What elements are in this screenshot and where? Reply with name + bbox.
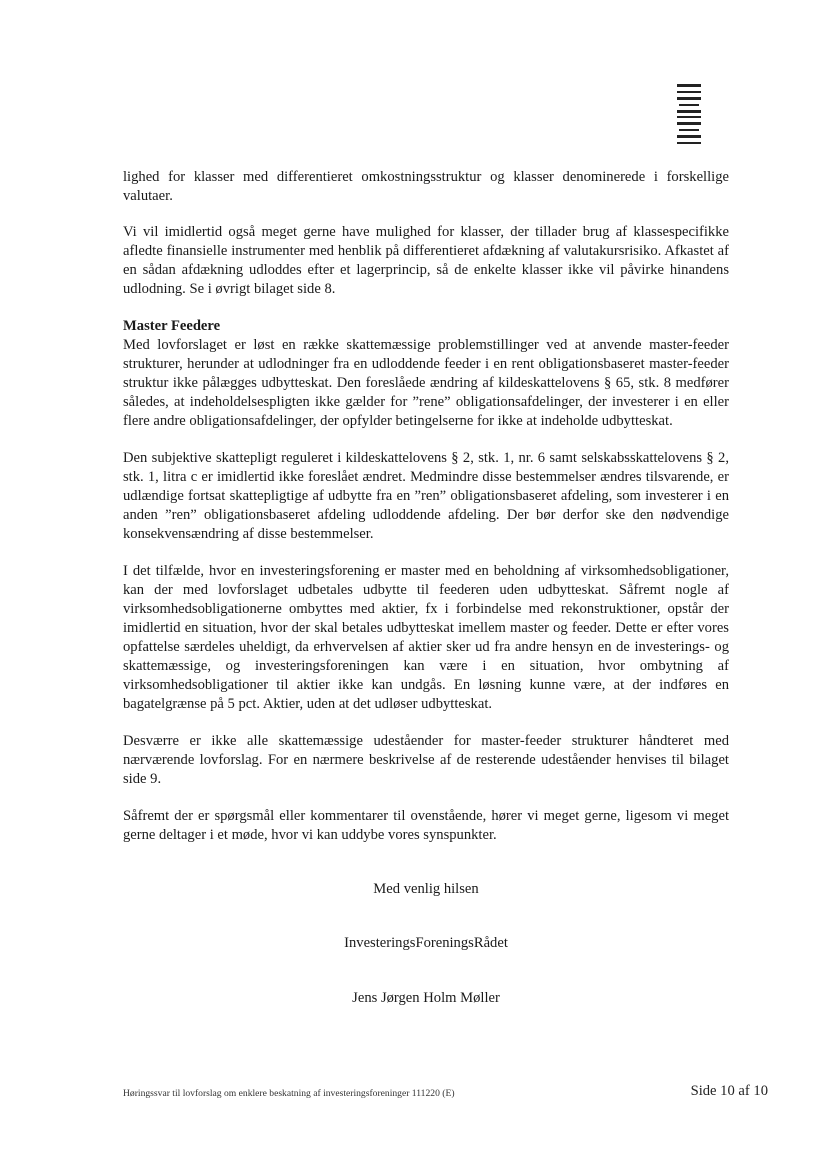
paragraph-corporate-bonds: I det tilfælde, hvor en investeringsforening er master med en beholdning af virksomhedsobligationer, kan der med lovforslaget udbetales udbytte til feederen uden udbytteskat. Såfremt nogle af virksomhedsobligationerne ombyttes med aktier, fx i forbindelse med rekonstruktioner, opstår der imidlertid en situation, hvor der skal betales udbytteskat imellem master og feeder. Dette er efter vores opfattelse særdeles uheldigt, da erhvervelsen af aktier sker ud fra andre hensyn en de investerings- og skattemæssige, og investeringsforeningen kan være i en situation, hvor ombytning af virksomhedsobligationer til aktier ikke kan undgås. En løsning kunne være, at der indføres en bagatelgrænse på 5 pct. Aktier, uden at det udløser udbytteskat. — [123, 563, 729, 712]
logo-stripe — [677, 84, 701, 87]
paragraph-subjective-tax-liability: Den subjektive skattepligt reguleret i kildeskattelovens § 2, stk. 1, nr. 6 samt selskabsskattelovens § 2, stk. 1, litra c er imidlertid ikke foreslået ændret. Medmindre disse bestemmelser ændres tilsvarende, er udlændige fortsat skattepligtige af udbytte fra en ”ren” obligationsbaseret afdeling, som investerer i en anden ”ren” obligationsbaseret afdeling udloddende afdeling. Der bør derfor ske den nødvendige konsekvensændring af disse bestemmelser. — [123, 450, 729, 542]
logo-stripe — [677, 91, 701, 93]
closing-greeting: Med venlig hilsen — [373, 881, 479, 897]
paragraph-currency-hedging: Vi vil imidlertid også meget gerne have mulighed for klasser, der tillader brug af klassespecifikke afledte finansielle instrumenter med henblik på differentieret afdækning af valutakursrisiko. Afkastet af en sådan afdækning udloddes efter et lagerprincip, så de enkelte klasser ikke vil påvirke hinandens udlodning. Se i øvrigt bilaget side 8. — [123, 224, 729, 297]
logo-stripe — [677, 135, 701, 138]
logo-stripe — [677, 122, 701, 125]
footer-page-number: Side 10 af 10 — [690, 1083, 768, 1099]
paragraph-class-structure: lighed for klasser med differentieret omkostningsstruktur og klasser denominerede i forskellige valutaer. — [123, 169, 729, 204]
letter-body — [123, 168, 729, 845]
paragraph-contact: Såfremt der er spørgsmål eller kommentarer til ovenstående, hører vi meget gerne, ligesom vi meget gerne deltager i et møde, hvor vi kan uddybe vores synspunkter. — [123, 808, 729, 843]
logo-stripe — [679, 129, 699, 131]
footer-document-title: Høringssvar til lovforslag om enklere beskatning af investeringsforeninger 111220 (E) — [123, 1088, 455, 1099]
paragraph-master-feeder-structures: Med lovforslaget er løst en række skattemæssige problemstillinger ved at anvende master-feeder strukturer, herunder at udlodninger fra en udloddende feeder i en rent obligationsbaseret master-feeder struktur ikke pålægges udbytteskat. Den foreslåede ændring af kildeskattelovens § 65, stk. 8 medfører således, at indeholdelsespligten ikke gælder for ”rene” obligationsafdelinger, der investerer i en eller flere andre obligationsafdelinger, der opfylder betingelserne for ikke at indeholde udbytteskat. — [123, 337, 729, 429]
logo-stripe — [679, 104, 699, 106]
logo-stripe — [677, 110, 701, 113]
closing-signatory: Jens Jørgen Holm Møller — [352, 990, 500, 1006]
closing-organization: InvesteringsForeningsRådet — [344, 935, 508, 951]
logo-stripe — [677, 116, 701, 118]
organization-logo-stripes-icon — [677, 84, 701, 144]
section-heading-master-feedere: Master Feedere — [123, 318, 221, 334]
logo-stripe — [677, 142, 701, 144]
logo-stripe — [677, 97, 701, 100]
paragraph-outstanding-issues: Desværre er ikke alle skattemæssige udeståender for master-feeder strukturer håndteret med nærværende lovforslag. For en nærmere beskrivelse af de resterende udeståender henvises til bilaget side 9. — [123, 733, 729, 787]
